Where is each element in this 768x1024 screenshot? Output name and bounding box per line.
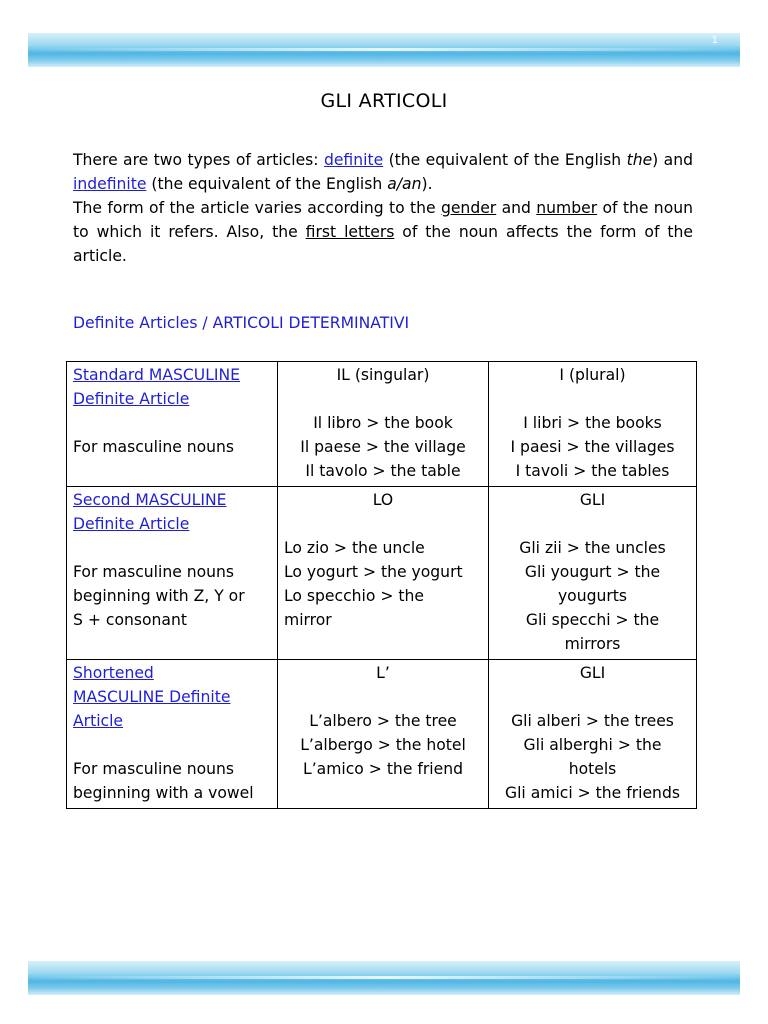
table-row xyxy=(67,487,697,660)
table-row xyxy=(67,362,697,487)
plural-cell xyxy=(489,660,697,809)
singular-example: mirror xyxy=(284,611,332,629)
plural-cell xyxy=(489,362,697,487)
plural-example: hotels xyxy=(568,760,617,778)
singular-cell xyxy=(278,362,489,487)
section-heading: Definite Articles / ARTICOLI DETERMINATIVI xyxy=(73,314,410,332)
article-type-label: Second MASCULINE xyxy=(73,491,227,509)
number-term: number xyxy=(536,199,598,217)
singular-example: Il tavolo > the table xyxy=(305,462,461,480)
article-type-description: S + consonant xyxy=(73,611,187,629)
definite-articles-table xyxy=(66,361,697,809)
singular-article-header: L’ xyxy=(376,664,390,682)
plural-article-header: GLI xyxy=(579,664,606,682)
footer-band xyxy=(28,961,740,995)
singular-example: L’albergo > the hotel xyxy=(300,736,466,754)
page-number: 1 xyxy=(711,35,718,46)
intro-text-segment: There are two types of articles: xyxy=(73,151,324,169)
first-letters-term: first letters xyxy=(305,223,395,241)
table-row xyxy=(67,660,697,809)
plural-example: I paesi > the villages xyxy=(510,438,675,456)
plural-example: Gli specchi > the xyxy=(525,611,660,629)
intro-italic-aan: a/an xyxy=(387,175,422,193)
plural-example: yougurts xyxy=(557,587,628,605)
plural-example: Gli amici > the friends xyxy=(505,784,680,802)
singular-example: L’albero > the tree xyxy=(309,712,457,730)
intro-text-segment: The form of the article varies according to the xyxy=(73,199,441,217)
plural-article-header: GLI xyxy=(579,491,606,509)
plural-article-header: I (plural) xyxy=(559,366,626,384)
singular-cell xyxy=(278,660,489,809)
intro-text-segment: ) and xyxy=(652,151,693,169)
intro-text-segment: ). xyxy=(421,175,433,193)
article-type-cell xyxy=(67,660,278,809)
article-type-description: For masculine nouns xyxy=(73,760,235,778)
singular-example: L’amico > the friend xyxy=(303,760,463,778)
singular-cell xyxy=(278,487,489,660)
plural-example: mirrors xyxy=(564,635,621,653)
intro-paragraph-1 xyxy=(73,148,693,196)
plural-example: I tavoli > the tables xyxy=(515,462,670,480)
intro-text-segment: of the noun affects the form of the article. xyxy=(73,223,694,265)
gender-term: gender xyxy=(440,199,497,217)
article-type-description: beginning with Z, Y or xyxy=(73,587,245,605)
singular-article-header: IL (singular) xyxy=(336,366,430,384)
article-type-cell xyxy=(67,487,278,660)
plural-example: Gli zii > the uncles xyxy=(519,539,666,557)
article-type-label: Definite Article xyxy=(73,515,190,533)
intro-text xyxy=(73,148,693,268)
singular-article-header: LO xyxy=(372,491,394,509)
plural-example: Gli alberi > the trees xyxy=(511,712,674,730)
article-type-label: Shortened xyxy=(73,664,154,682)
definite-link[interactable]: definite xyxy=(323,151,384,169)
intro-text-segment: and xyxy=(496,199,537,217)
article-type-label: Definite Article xyxy=(73,390,190,408)
article-type-label: Article xyxy=(73,712,124,730)
plural-example: Gli yougurt > the xyxy=(524,563,661,581)
article-type-description: For masculine nouns xyxy=(73,438,235,456)
intro-text-segment: of the noun to which it refers. Also, the xyxy=(73,199,694,241)
singular-example: Lo yogurt > the yogurt xyxy=(284,563,463,581)
intro-paragraph-2 xyxy=(73,196,693,268)
header-band xyxy=(28,33,740,67)
article-type-label: MASCULINE Definite xyxy=(73,688,231,706)
singular-example: Il paese > the village xyxy=(300,438,466,456)
page-title: GLI ARTICOLI xyxy=(320,90,448,112)
plural-example: Gli alberghi > the xyxy=(523,736,662,754)
article-type-description: beginning with a vowel xyxy=(73,784,254,802)
article-type-cell xyxy=(67,362,278,487)
intro-text-segment: (the equivalent of the English xyxy=(146,175,388,193)
indefinite-link[interactable]: indefinite xyxy=(73,175,147,193)
intro-italic-the: the xyxy=(626,151,653,169)
plural-cell xyxy=(489,487,697,660)
singular-example: Il libro > the book xyxy=(313,414,453,432)
article-type-description: For masculine nouns xyxy=(73,563,235,581)
singular-example: Lo specchio > the xyxy=(284,587,425,605)
intro-text-segment: (the equivalent of the English xyxy=(383,151,627,169)
plural-example: I libri > the books xyxy=(523,414,662,432)
singular-example: Lo zio > the uncle xyxy=(284,539,425,557)
article-type-label: Standard MASCULINE xyxy=(73,366,241,384)
